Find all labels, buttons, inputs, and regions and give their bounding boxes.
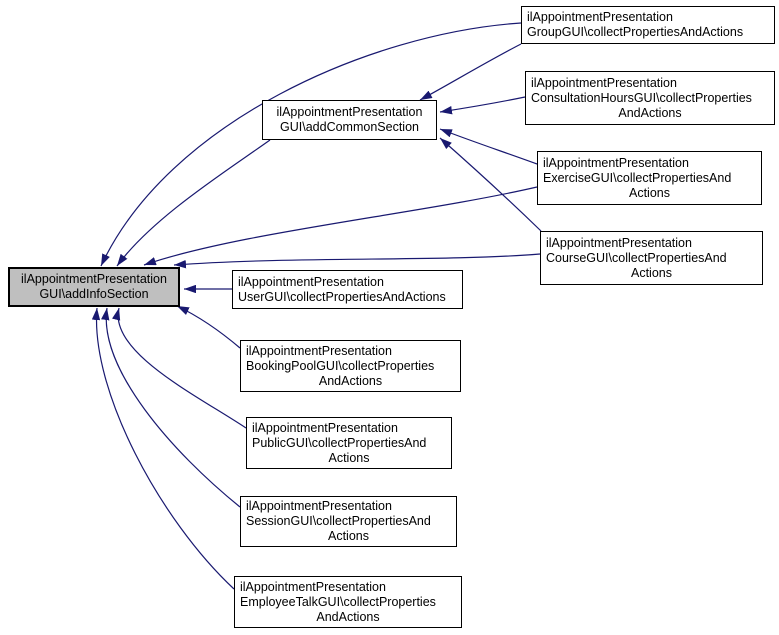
edge-addcommonsection-addinfosection: [117, 140, 270, 266]
node-label-line: ilAppointmentPresentation: [527, 10, 673, 24]
node-consultationhoursgui[interactable]: [525, 71, 775, 125]
node-label-line: UserGUI\collectPropertiesAndActions: [238, 289, 446, 304]
node-groupgui[interactable]: [521, 6, 775, 44]
edge-groupgui-addinfosection: [101, 23, 521, 266]
node-label-line: Actions: [328, 450, 370, 465]
node-label-line: CourseGUI\collectPropertiesAnd: [546, 250, 727, 265]
node-label-line: ilAppointmentPresentation: [546, 235, 692, 250]
node-exercisegui[interactable]: [537, 151, 762, 205]
node-label-line: GroupGUI\collectPropertiesAndActions: [527, 25, 744, 39]
node-label-line: GUI\addCommonSection: [280, 120, 419, 134]
node-label-line: Actions: [631, 265, 672, 280]
node-label-line: ilAppointmentPresentation: [240, 579, 386, 594]
node-label-line: ilAppointmentPresentation: [246, 343, 392, 358]
edge-employeetalkgui-addinfosection: [97, 308, 234, 589]
edge-consultationhoursgui-addcommonsection: [440, 97, 525, 112]
node-employeetalkgui[interactable]: [234, 576, 462, 628]
node-label-line: ilAppointmentPresentation: [21, 272, 167, 286]
node-label-line: EmployeeTalkGUI\collectProperties: [240, 594, 436, 609]
node-usergui[interactable]: [232, 270, 463, 309]
node-label-line: AndActions: [618, 105, 682, 120]
edge-bookingpoolgui-addinfosection: [177, 306, 240, 348]
node-sessiongui[interactable]: [240, 496, 457, 547]
edge-sessiongui-addinfosection: [106, 308, 240, 507]
node-label-line: AndActions: [316, 609, 380, 624]
node-label-line: ilAppointmentPresentation: [531, 75, 677, 90]
edge-publicgui-addinfosection: [118, 308, 246, 428]
node-bookingpoolgui[interactable]: [240, 340, 461, 392]
node-label-line: ilAppointmentPresentation: [252, 420, 398, 435]
edge-exercisegui-addcommonsection: [440, 129, 537, 164]
edge-groupgui-addcommonsection: [420, 44, 521, 100]
node-label-line: ilAppointmentPresentation: [246, 499, 392, 513]
node-label-line: ilAppointmentPresentation: [276, 105, 423, 119]
node-label-line: ilAppointmentPresentation: [543, 155, 689, 170]
edge-coursegui-addcommonsection: [440, 138, 541, 231]
node-label-line: ExerciseGUI\collectPropertiesAnd: [543, 170, 732, 185]
node-label-line: ConsultationHoursGUI\collectProperties: [531, 90, 752, 105]
node-addcommonsection[interactable]: [262, 100, 437, 140]
node-label-line: Actions: [328, 529, 369, 543]
node-label-line: Actions: [629, 185, 670, 200]
node-coursegui[interactable]: [540, 231, 763, 285]
node-publicgui[interactable]: [246, 417, 452, 469]
node-label-line: GUI\addInfoSection: [39, 287, 149, 301]
node-label-line: AndActions: [318, 373, 383, 388]
node-label-line: SessionGUI\collectPropertiesAnd: [246, 514, 431, 528]
node-label-line: PublicGUI\collectPropertiesAnd: [252, 435, 427, 450]
node-addinfosection: [8, 267, 180, 307]
node-label-line: BookingPoolGUI\collectProperties: [246, 358, 435, 373]
edge-exercisegui-addinfosection: [144, 187, 537, 265]
edge-coursegui-addinfosection: [174, 254, 540, 265]
node-label-line: ilAppointmentPresentation: [238, 274, 384, 289]
